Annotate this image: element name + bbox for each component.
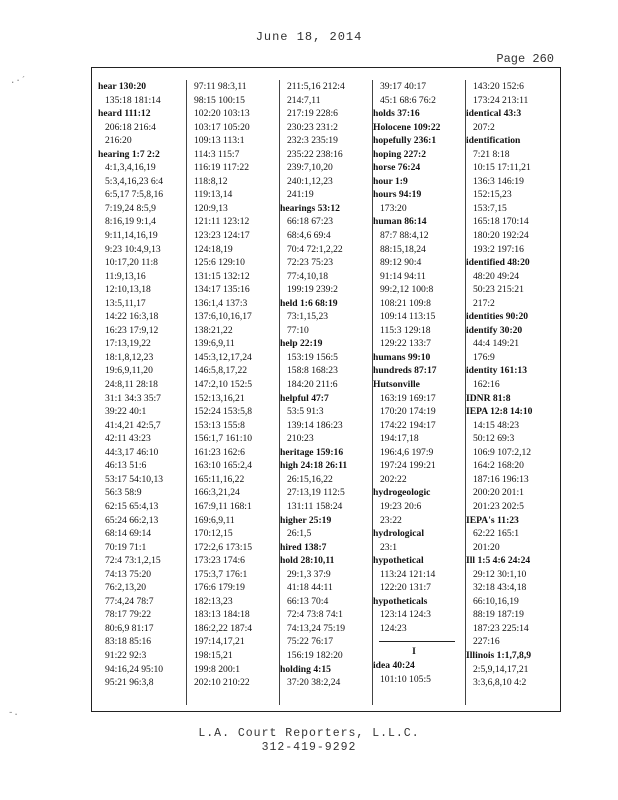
index-reference: 66:10,16,19	[473, 595, 519, 607]
index-reference: 152:24 153:5,8	[194, 406, 253, 418]
index-headword: hypothetical	[373, 555, 424, 567]
index-reference: 3:3,6,8,10 4:2	[473, 677, 527, 689]
index-reference: 41:18 44:11	[287, 582, 333, 594]
index-reference: 37:20 38:2,24	[287, 677, 341, 689]
index-reference: 108:21 109:8	[380, 297, 431, 309]
index-headword: IEPA's 11:23	[466, 514, 519, 526]
index-reference: 98:15 100:15	[194, 94, 245, 106]
index-reference: 121:11 123:12	[194, 216, 250, 228]
index-headword: held 1:6 68:19	[280, 297, 338, 309]
index-reference: 101:10 105:5	[380, 673, 431, 685]
index-reference: 109:13 113:1	[194, 135, 245, 147]
index-reference: 26:15,16,22	[287, 473, 333, 485]
index-reference: 77:10	[287, 324, 309, 336]
index-reference: 74:13,24 75:19	[287, 622, 346, 634]
index-column-3	[279, 80, 372, 705]
index-reference: 200:20 201:1	[473, 487, 524, 499]
index-reference: 173:24 213:11	[473, 94, 529, 106]
index-reference: 19:6,9,11,20	[105, 365, 153, 377]
index-reference: 211:5,16 212:4	[287, 81, 345, 92]
section-letter: I	[412, 646, 416, 658]
scan-mark: -.	[8, 708, 19, 718]
index-reference: 106:9 107:2,12	[473, 446, 532, 458]
index-reference: 44:3,17 46:10	[105, 446, 159, 458]
index-reference: 153:19 156:5	[287, 351, 338, 363]
index-reference: 31:1 34:3 35:7	[105, 392, 161, 404]
index-reference: 4:1,3,4,16,19	[105, 162, 156, 174]
index-reference: 138:21,22	[194, 324, 233, 336]
index-reference: 156:1,7 161:10	[194, 433, 253, 445]
index-headword: holds 37:16	[373, 108, 420, 120]
index-reference: 89:12 90:4	[380, 257, 422, 269]
index-reference: 172:2,6 173:15	[194, 541, 253, 553]
index-reference: 176:6 179:19	[194, 582, 245, 594]
index-reference: 176:9	[473, 351, 495, 363]
index-reference: 202:10 210:22	[194, 677, 250, 689]
reporter-company: L.A. Court Reporters, L.L.C.	[198, 727, 420, 740]
index-headword: idea 40:24	[373, 659, 415, 671]
index-column-2	[186, 80, 279, 705]
index-reference: 196:4,6 197:9	[380, 446, 434, 458]
index-reference: 139:14 186:23	[287, 419, 343, 431]
index-headword: hear 130:20	[98, 81, 147, 92]
index-reference: 183:13 184:18	[194, 609, 250, 621]
index-reference: 115:3 129:18	[380, 324, 431, 336]
index-reference: 145:3,12,17,24	[194, 351, 252, 363]
index-reference: 131:15 132:12	[194, 270, 250, 282]
index-reference: 8:16,19 9:1,4	[105, 216, 156, 228]
index-headword: humans 99:10	[373, 351, 431, 363]
index-reference: 12:10,13,18	[105, 284, 151, 296]
index-reference: 68:4,6 69:4	[287, 230, 331, 242]
index-reference: 170:12,15	[194, 528, 233, 540]
index-reference: 53:17 54:10,13	[105, 473, 164, 485]
index-reference: 197:14,17,21	[194, 636, 245, 648]
index-reference: 46:13 51:6	[105, 460, 147, 472]
index-reference: 17:13,19,22	[105, 338, 151, 350]
index-reference: 6:5,17 7:5,8,16	[105, 189, 164, 201]
index-reference: 88:19 187:19	[473, 609, 524, 621]
transcript-date: June 18, 2014	[255, 30, 363, 44]
index-reference: 48:20 49:24	[473, 270, 520, 282]
index-headword: hoping 227:2	[373, 148, 427, 160]
index-reference: 42:11 43:23	[105, 433, 151, 445]
section-divider	[379, 635, 455, 642]
index-column-1	[98, 80, 184, 705]
index-reference: 153:13 155:8	[194, 419, 245, 431]
index-reference: 199:19 239:2	[287, 284, 338, 296]
index-reference: 123:23 124:17	[194, 230, 250, 242]
index-reference: 169:6,9,11	[194, 514, 235, 526]
index-reference: 165:18 170:14	[473, 216, 529, 228]
footer	[0, 727, 618, 755]
index-reference: 2:5,9,14,17,21	[473, 663, 529, 675]
index-reference: 39:22 40:1	[105, 406, 147, 418]
index-reference: 29:12 30:1,10	[473, 568, 527, 580]
index-headword: identities 90:20	[466, 311, 529, 323]
index-reference: 9:11,14,16,19	[105, 230, 158, 242]
index-reference: 5:3,4,16,23 6:4	[105, 175, 164, 187]
index-reference: 113:24 121:14	[380, 568, 436, 580]
index-reference: 53:5 91:3	[287, 406, 324, 418]
index-reference: 156:19 182:20	[287, 649, 343, 661]
index-headword: help 22:19	[280, 338, 323, 350]
index-reference: 19:23 20:6	[380, 500, 422, 512]
index-reference: 26:1,5	[287, 528, 312, 540]
index-headword: human 86:14	[373, 216, 427, 228]
index-reference: 10:15 17:11,21	[473, 162, 531, 174]
index-reference: 88:15,18,24	[380, 243, 426, 255]
index-reference: 210:23	[287, 433, 314, 445]
index-reference: 199:8 200:1	[194, 663, 241, 675]
index-reference: 122:20 131:7	[380, 582, 431, 594]
index-reference: 72:4 73:1,2,15	[105, 555, 161, 567]
index-reference: 18:1,8,12,23	[105, 351, 154, 363]
index-reference: 146:5,8,17,22	[194, 365, 248, 377]
index-reference: 70:19 71:1	[105, 541, 147, 553]
index-reference: 62:15 65:4,13	[105, 500, 159, 512]
index-reference: 45:1 68:6 76:2	[380, 94, 436, 106]
index-reference: 198:15,21	[194, 649, 233, 661]
index-headword: Holocene 109:22	[373, 121, 441, 133]
index-reference: 125:6 129:10	[194, 257, 245, 269]
index-reference: 94:16,24 95:10	[105, 663, 164, 675]
index-reference: 29:1,3 37:9	[287, 568, 331, 580]
index-reference: 13:5,11,17	[105, 297, 146, 309]
index-reference: 123:14 124:3	[380, 609, 431, 621]
index-reference: 206:18 216:4	[105, 121, 156, 133]
index-reference: 50:12 69:3	[473, 433, 515, 445]
index-reference: 163:10 165:2,4	[194, 460, 253, 472]
index-headword: IDNR 81:8	[466, 392, 511, 404]
index-reference: 103:17 105:20	[194, 121, 250, 133]
index-reference: 227:16	[473, 636, 500, 648]
index-reference: 7:19,24 8:5,9	[105, 202, 156, 214]
index-headword: hour 1:9	[373, 175, 408, 187]
index-headword: horse 76:24	[373, 162, 421, 174]
page-number: Page 260	[496, 52, 554, 66]
index-reference: 230:23 231:2	[287, 121, 338, 133]
index-reference: 80:6,9 81:17	[105, 622, 154, 634]
index-reference: 163:19 169:17	[380, 392, 436, 404]
index-column-4	[372, 80, 465, 705]
index-reference: 95:21 96:3,8	[105, 677, 154, 689]
index-reference: 44:4 149:21	[473, 338, 520, 350]
index-reference: 124:23	[380, 622, 407, 634]
index-headword: high 24:18 26:11	[280, 460, 348, 472]
index-reference: 162:16	[473, 379, 500, 391]
index-reference: 167:9,11 168:1	[194, 500, 252, 512]
index-headword: heritage 159:16	[280, 446, 344, 458]
index-reference: 66:13 70:4	[287, 595, 329, 607]
index-reference: 77:4,24 78:7	[105, 595, 154, 607]
index-reference: 91:22 92:3	[105, 649, 147, 661]
index-reference: 124:18,19	[194, 243, 233, 255]
index-reference: 91:14 94:11	[380, 270, 426, 282]
index-headword: hired 138:7	[280, 541, 327, 553]
index-reference: 72:23 75:23	[287, 257, 334, 269]
index-reference: 62:22 165:1	[473, 528, 520, 540]
index-reference: 214:7,11	[287, 94, 321, 106]
index-reference: 87:7 88:4,12	[380, 230, 429, 242]
index-reference: 14:15 48:23	[473, 419, 520, 431]
index-reference: 158:8 168:23	[287, 365, 338, 377]
index-reference: 83:18 85:16	[105, 636, 152, 648]
index-reference: 207:2	[473, 121, 495, 133]
index-reference: 11:9,13,16	[105, 270, 146, 282]
index-headword: hydrogeologic	[373, 487, 431, 499]
index-reference: 166:3,21,24	[194, 487, 240, 499]
index-reference: 24:8,11 28:18	[105, 379, 158, 391]
index-reference: 161:23 162:6	[194, 446, 245, 458]
index-reference: 97:11 98:3,11	[194, 81, 247, 92]
index-reference: 147:2,10 152:5	[194, 379, 253, 391]
index-reference: 235:22 238:16	[287, 148, 343, 160]
index-reference: 180:20 192:24	[473, 230, 529, 242]
index-headword: holding 4:15	[280, 663, 331, 675]
index-reference: 136:1,4 137:3	[194, 297, 248, 309]
index-headword: hold 28:10,11	[280, 555, 335, 567]
index-reference: 77:4,10,18	[287, 270, 329, 282]
index-headword: Illinois 1:1,7,8,9	[466, 649, 532, 661]
index-headword: identification	[466, 135, 521, 147]
index-reference: 152:13,16,21	[194, 392, 245, 404]
index-column-5	[465, 80, 560, 705]
index-reference: 10:17,20 11:8	[105, 257, 158, 269]
index-reference: 119:13,14	[194, 189, 233, 201]
index-reference: 78:17 79:22	[105, 609, 152, 621]
index-reference: 32:18 43:4,18	[473, 582, 527, 594]
index-reference: 72:4 73:8 74:1	[287, 609, 343, 621]
index-reference: 23:1	[380, 541, 398, 553]
index-reference: 182:13,23	[194, 595, 233, 607]
index-frame	[91, 67, 561, 712]
index-reference: 174:22 194:17	[380, 419, 436, 431]
index-reference: 70:4 72:1,2,22	[287, 243, 343, 255]
index-headword: hours 94:19	[373, 189, 422, 201]
index-headword: hydrological	[373, 528, 424, 540]
index-reference: 109:14 113:15	[380, 311, 436, 323]
index-headword: Ill 1:5 4:6 24:24	[466, 555, 531, 567]
index-reference: 66:18 67:23	[287, 216, 334, 228]
index-reference: 170:20 174:19	[380, 406, 436, 418]
reporter-phone: 312-419-9292	[261, 741, 357, 754]
index-reference: 197:24 199:21	[380, 460, 436, 472]
index-reference: 27:13,19 112:5	[287, 487, 345, 499]
index-reference: 143:20 152:6	[473, 81, 524, 92]
index-reference: 187:23 225:14	[473, 622, 529, 634]
index-reference: 239:7,10,20	[287, 162, 333, 174]
index-headword: Hutsonville	[373, 379, 420, 391]
index-reference: 134:17 135:16	[194, 284, 250, 296]
index-reference: 217:19 228:6	[287, 108, 338, 120]
index-reference: 50:23 215:21	[473, 284, 524, 296]
index-reference: 186:2,22 187:4	[194, 622, 253, 634]
index-reference: 240:1,12,23	[287, 175, 333, 187]
index-reference: 193:2 197:16	[473, 243, 524, 255]
index-reference: 241:19	[287, 189, 314, 201]
index-reference: 135:18 181:14	[105, 94, 161, 106]
index-reference: 39:17 40:17	[380, 81, 427, 92]
index-reference: 68:14 69:14	[105, 528, 152, 540]
index-reference: 137:6,10,16,17	[194, 311, 252, 323]
index-reference: 165:11,16,22	[194, 473, 245, 485]
index-headword: helpful 47:7	[280, 392, 329, 404]
index-reference: 116:19 117:22	[194, 162, 249, 174]
index-headword: identify 30:20	[466, 324, 523, 336]
index-reference: 216:20	[105, 135, 132, 147]
index-reference: 9:23 10:4,9,13	[105, 243, 161, 255]
index-headword: hearing 1:7 2:2	[98, 148, 160, 160]
index-reference: 65:24 66:2,13	[105, 514, 159, 526]
index-reference: 164:2 168:20	[473, 460, 524, 472]
index-reference: 74:13 75:20	[105, 568, 152, 580]
index-reference: 136:3 146:19	[473, 175, 524, 187]
index-reference: 75:22 76:17	[287, 636, 334, 648]
index-reference: 7:21 8:18	[473, 148, 510, 160]
index-reference: 173:20	[380, 202, 407, 214]
index-reference: 194:17,18	[380, 433, 419, 445]
index-headword: higher 25:19	[280, 514, 332, 526]
scan-mark: .·´	[10, 76, 27, 86]
index-reference: 56:3 58:9	[105, 487, 142, 499]
index-headword: identical 43:3	[466, 108, 522, 120]
index-reference: 153:7,15	[473, 202, 507, 214]
index-reference: 173:23 174:6	[194, 555, 245, 567]
index-headword: hundreds 87:17	[373, 365, 437, 377]
index-reference: 23:22	[380, 514, 402, 526]
index-reference: 201:23 202:5	[473, 500, 524, 512]
index-reference: 73:1,15,23	[287, 311, 329, 323]
index-headword: hypotheticals	[373, 595, 428, 607]
index-reference: 41:4,21 42:5,7	[105, 419, 161, 431]
index-reference: 202:22	[380, 473, 407, 485]
index-reference: 14:22 16:3,18	[105, 311, 159, 323]
index-headword: hopefully 236:1	[373, 135, 437, 147]
index-reference: 232:3 235:19	[287, 135, 338, 147]
index-reference: 184:20 211:6	[287, 379, 338, 391]
index-reference: 131:11 158:24	[287, 500, 343, 512]
index-headword: heard 111:12	[98, 108, 151, 120]
index-reference: 175:3,7 176:1	[194, 568, 248, 580]
index-reference: 99:2,12 100:8	[380, 284, 434, 296]
index-reference: 16:23 17:9,12	[105, 324, 159, 336]
index-reference: 102:20 103:13	[194, 108, 250, 120]
index-reference: 114:3 115:7	[194, 148, 240, 160]
index-reference: 76:2,13,20	[105, 582, 147, 594]
index-reference: 217:2	[473, 297, 495, 309]
index-reference: 187:16 196:13	[473, 473, 529, 485]
index-headword: IEPA 12:8 14:10	[466, 406, 533, 418]
index-reference: 118:8,12	[194, 175, 228, 187]
index-reference: 152:15,23	[473, 189, 512, 201]
index-reference: 120:9,13	[194, 202, 228, 214]
index-reference: 129:22 133:7	[380, 338, 431, 350]
index-headword: identified 48:20	[466, 257, 530, 269]
index-headword: hearings 53:12	[280, 202, 340, 214]
index-reference: 139:6,9,11	[194, 338, 235, 350]
index-reference: 201:20	[473, 541, 500, 553]
index-headword: identity 161:13	[466, 365, 528, 377]
